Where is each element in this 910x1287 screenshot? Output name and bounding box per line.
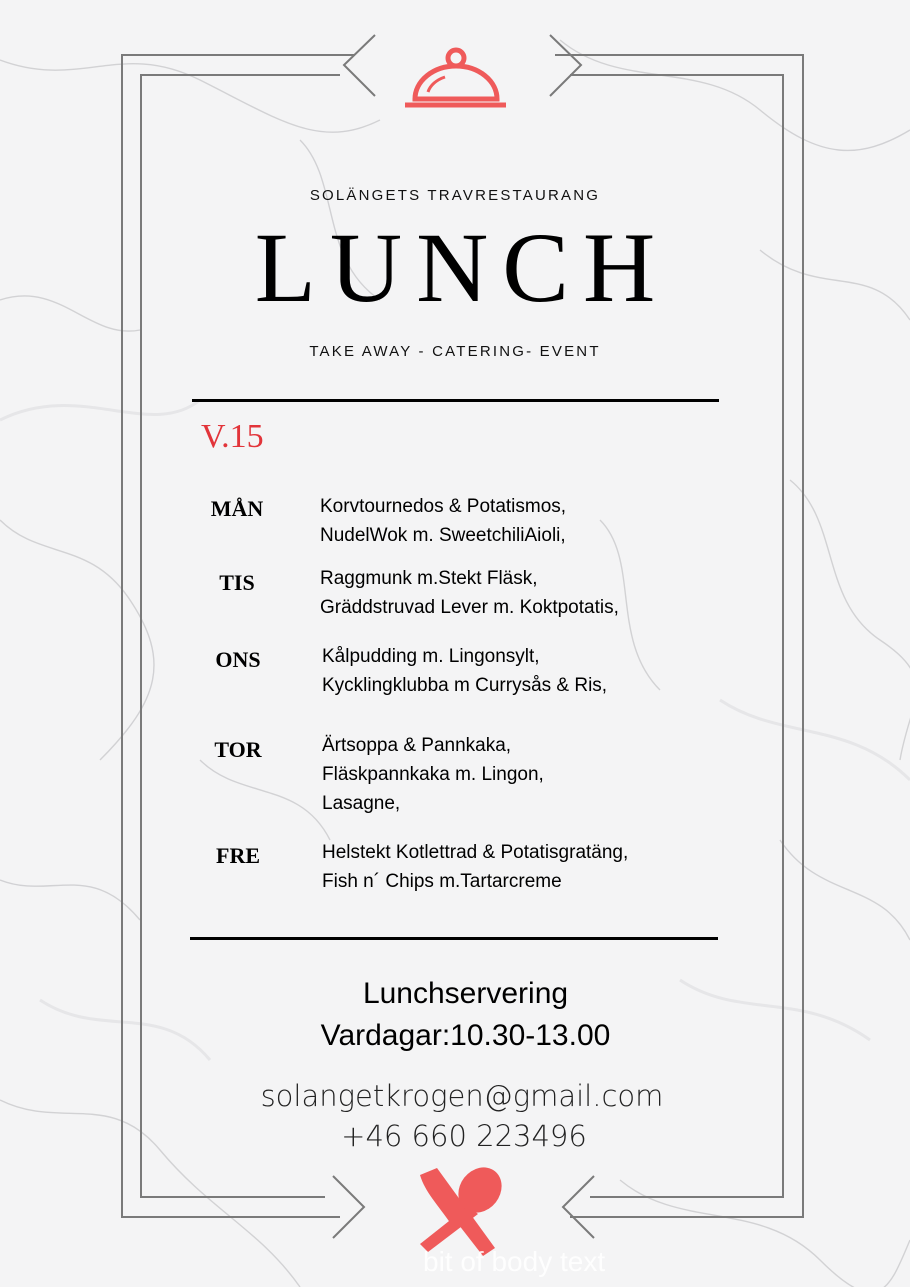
dish: Korvtournedos & Potatismos, (320, 496, 567, 517)
day-fri: FRE (216, 843, 260, 868)
dish: Ärtsoppa & Pannkaka, (322, 735, 512, 756)
cloche-icon (405, 50, 506, 105)
dish: Lasagne, (322, 793, 401, 814)
day-wed: ONS (215, 647, 261, 672)
restaurant-name: SOLÄNGETS TRAVRESTAURANG (309, 187, 601, 204)
placeholder-watermark-text: bit of body text (423, 1246, 606, 1277)
page-title: LUNCH (254, 212, 670, 323)
day-thu: TOR (214, 737, 262, 762)
dish: Helstekt Kotlettrad & Potatisgratäng, (322, 842, 629, 863)
dish: Fish n´ Chips m.Tartarcreme (322, 871, 562, 892)
serving-title: Lunchservering (362, 977, 569, 1010)
top-divider (192, 399, 719, 402)
dish: NudelWok m. SweetchiliAioli, (320, 525, 566, 546)
week-number: V.15 (201, 418, 264, 455)
day-tue: TIS (219, 570, 255, 595)
dish: Fläskpannkaka m. Lingon, (322, 764, 544, 785)
cutlery-cross-icon (420, 1159, 511, 1256)
contact-phone: +46 660 223496 (341, 1119, 587, 1153)
contact-email: solangetkrogen@gmail.com (260, 1079, 664, 1113)
dish: Raggmunk m.Stekt Fläsk, (320, 568, 538, 589)
dish: Kålpudding m. Lingonsylt, (322, 646, 540, 667)
tagline: TAKE AWAY - CATERING- EVENT (309, 343, 601, 360)
serving-hours: Vardagar:10.30-13.00 (320, 1019, 611, 1052)
dish: Gräddstruvad Lever m. Koktpotatis, (320, 597, 619, 618)
day-mon: MÅN (210, 496, 264, 521)
dish: Kycklingklubba m Currysås & Ris, (322, 675, 608, 696)
bottom-divider (190, 937, 718, 940)
